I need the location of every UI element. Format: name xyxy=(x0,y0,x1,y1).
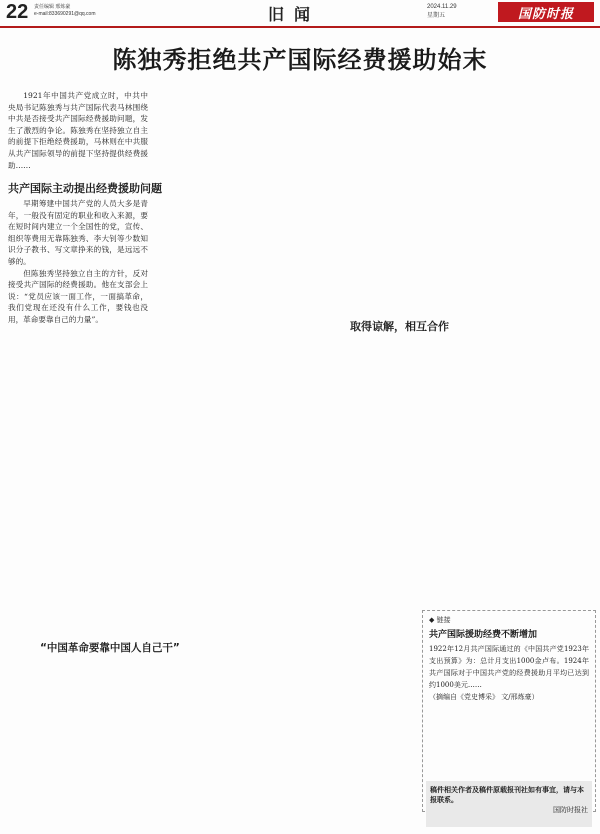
section-title: 旧闻 xyxy=(268,5,321,24)
editor-info xyxy=(34,4,96,18)
body-column-1 xyxy=(8,198,148,618)
body-paragraph: 但陈独秀坚持独立自主的方针，反对接受共产国际的经费援助。他在支部会上说：“党员应该一面工作，一面搞革命，我们党现在还没有什么工作，要钱也没用，革命要靠自己的力量”。 xyxy=(8,268,148,324)
article-title: 陈独秀拒绝共产国际经费援助始末 xyxy=(112,46,488,74)
notice-box xyxy=(426,781,592,827)
page-number: 22 xyxy=(6,1,29,23)
editor-email: e-mail:833690291@qq.com xyxy=(34,11,96,17)
link-body xyxy=(429,643,589,703)
page-header xyxy=(0,0,600,28)
date-info xyxy=(427,3,457,21)
intro-paragraph: 1921年中国共产党成立时，中共中央局书记陈独秀与共产国际代表马林围绕中共是否接受共产国际经费援助问题，发生了激烈的争论。陈独秀在坚持独立自主的前提下拒绝经费援助，马林则在中共服从共产国际领导的前提下坚持提供经费援助…… xyxy=(8,91,148,170)
quote-subheading: “中国革命要靠中国人自己干” xyxy=(40,642,180,654)
newspaper-logo: 国防时报 xyxy=(498,2,594,22)
intro-column-1 xyxy=(8,90,148,170)
notice-text: 稿件相关作者及稿件原载报刊社如有事宜，请与本报联系。 xyxy=(430,785,584,804)
notice-sign: 国防时报社 xyxy=(553,806,588,814)
subheading-1: 共产国际主动提出经费援助问题 xyxy=(8,182,162,195)
link-label: ◆ 链接 xyxy=(429,616,451,624)
body-paragraph: 早期筹建中国共产党的人员大多是青年，一般没有固定的职业和收入来源，要在短时间内建立一个全国性的党，宣传、组织等费用无靠陈独秀、李大钊等少数知识分子教书、写文章挣来的钱，是远远不够的。 xyxy=(8,199,148,266)
issue-weekday: 星期五 xyxy=(427,13,446,19)
link-title: 共产国际援助经费不断增加 xyxy=(429,630,538,640)
editor-name: 责任编辑 邢炼豪 xyxy=(34,4,71,10)
issue-date: 2024.11.29 xyxy=(427,4,457,10)
link-byline: （摘编自《党史博采》 文/邢炼豪） xyxy=(429,693,539,701)
subheading-2: 取得谅解，相互合作 xyxy=(350,320,449,333)
link-body-text: 1922年12月共产国际通过的《中国共产党1923年支出预算》为：总计月支出1000金卢布。1924年共产国际对于中国共产党的经费援助月平均已达到约1000美元…… xyxy=(429,645,589,689)
